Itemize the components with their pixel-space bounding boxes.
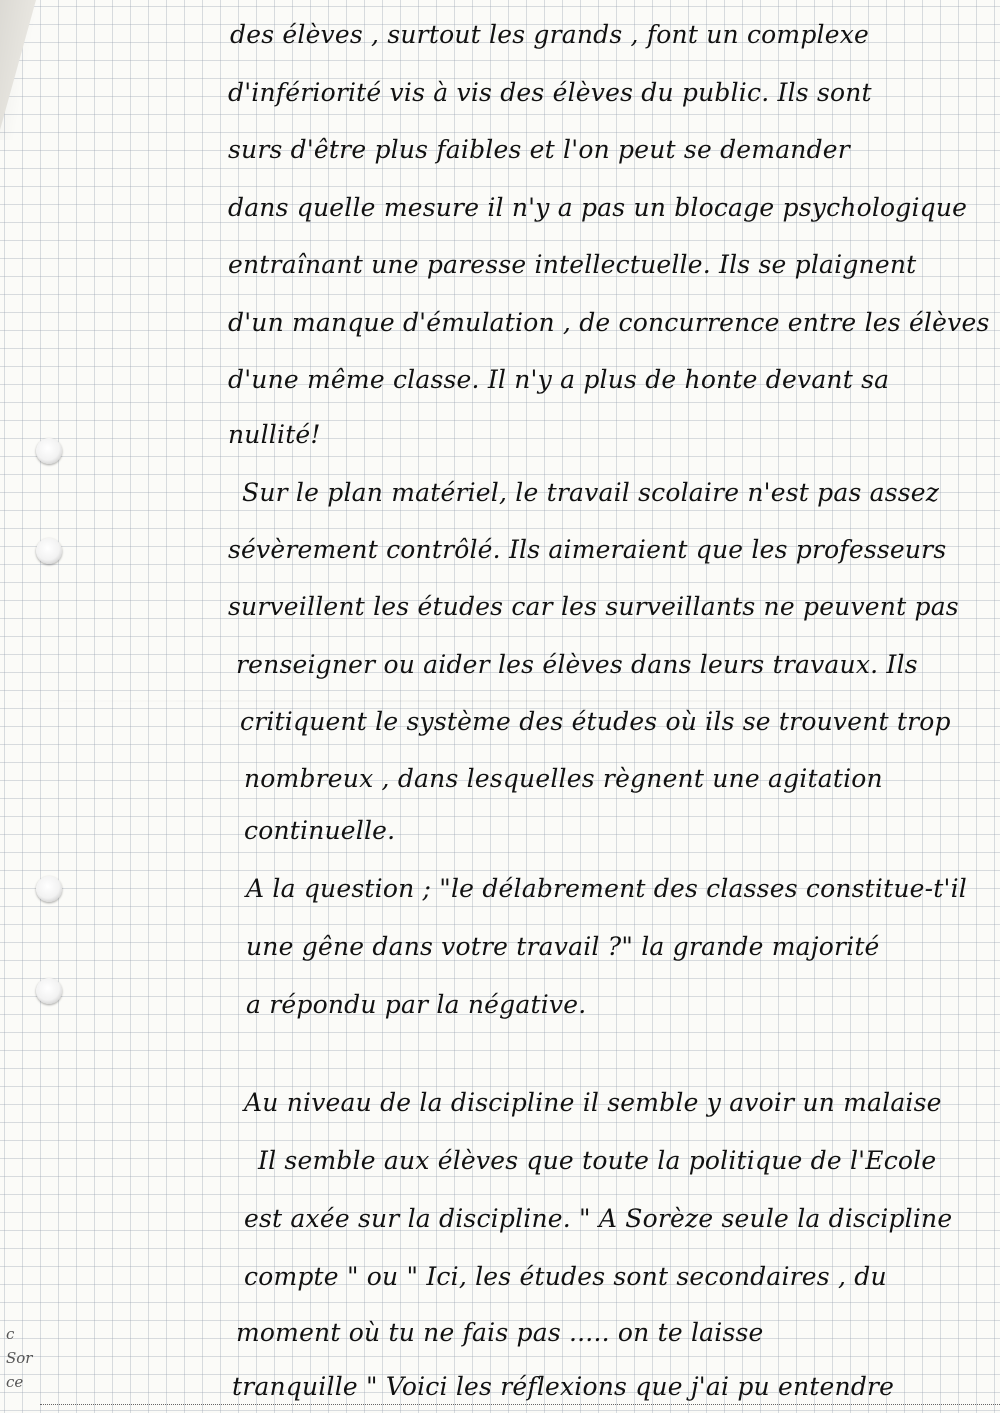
text-line: est axée sur la discipline. " A Sorèze seule la discipline (244, 1204, 953, 1233)
text-line: moment où tu ne fais pas ..... on te laisse (236, 1318, 764, 1347)
text-line: d'un manque d'émulation , de concurrence entre les élèves (228, 308, 990, 337)
text-line: a répondu par la négative. (246, 990, 587, 1019)
text-line: Au niveau de la discipline il semble y avoir un malaise (244, 1088, 942, 1117)
text-line: renseigner ou aider les élèves dans leurs travaux. Ils (236, 650, 918, 679)
text-line: d'une même classe. Il n'y a plus de honte devant sa (228, 365, 890, 394)
text-line: entraînant une paresse intellectuelle. Ils se plaignent (228, 250, 917, 279)
text-line: des élèves , surtout les grands , font un complexe (230, 20, 870, 49)
text-line: sévèrement contrôlé. Ils aimeraient que les professeurs (228, 535, 947, 564)
punch-hole (36, 978, 62, 1004)
margin-note-line: Sor (6, 1349, 33, 1367)
text-line: nullité! (228, 420, 321, 449)
margin-note-line: c (6, 1325, 15, 1343)
text-line: A la question ; "le délabrement des classes constitue-t'il (246, 874, 967, 903)
text-line: tranquille " Voici les réflexions que j'ai pu entendre (232, 1372, 895, 1401)
folded-corner-shadow (0, 0, 40, 140)
text-line: continuelle. (244, 816, 396, 845)
page-crease (0, 700, 1000, 702)
text-line: compte " ou " Ici, les études sont secondaires , du (244, 1262, 887, 1291)
punch-hole (36, 538, 62, 564)
text-line: Sur le plan matériel, le travail scolaire n'est pas assez (242, 478, 940, 507)
text-line: surveillent les études car les surveillants ne peuvent pas (228, 592, 959, 621)
text-line: dans quelle mesure il n'y a pas un blocage psychologique (228, 193, 968, 222)
text-line: une gêne dans votre travail ?" la grande majorité (246, 932, 880, 961)
punch-hole (36, 876, 62, 902)
text-line: d'infériorité vis à vis des élèves du public. Ils sont (228, 78, 872, 107)
page-bottom-edge (40, 1404, 1000, 1408)
margin-note-line: ce (6, 1373, 24, 1391)
text-line: surs d'être plus faibles et l'on peut se demander (228, 135, 850, 164)
punch-hole (36, 438, 62, 464)
text-line: nombreux , dans lesquelles règnent une agitation (244, 764, 883, 793)
text-line: critiquent le système des études où ils se trouvent trop (240, 707, 951, 736)
margin-note (6, 1322, 46, 1394)
text-line: Il semble aux élèves que toute la politique de l'Ecole (258, 1146, 937, 1175)
